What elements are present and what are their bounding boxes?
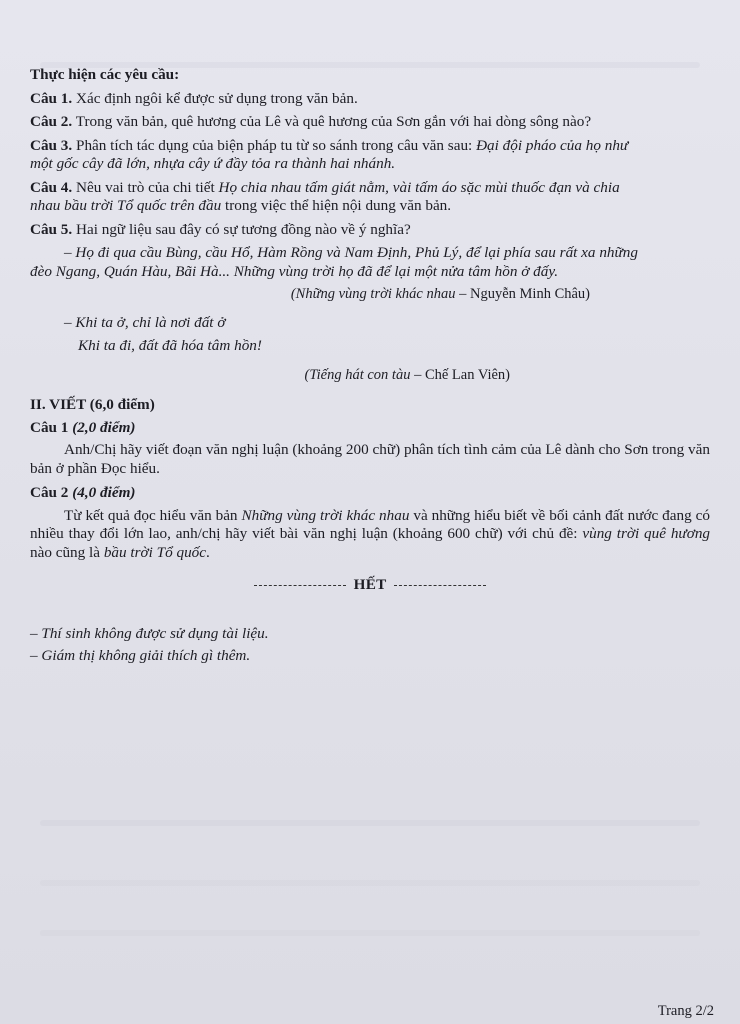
question-label: Câu 2. <box>30 113 73 130</box>
question-5 <box>30 221 710 240</box>
dash-rule <box>254 585 346 586</box>
bleed-through-line <box>40 930 700 936</box>
question-3 <box>30 137 710 174</box>
question-text: Xác định ngôi kể được sử dụng trong văn bản. <box>76 89 358 107</box>
question-2 <box>30 113 710 132</box>
note-line: – Giám thị không giải thích gì thêm. <box>30 647 251 664</box>
question-label: Câu 1 <box>30 418 69 436</box>
exam-content <box>30 66 710 670</box>
exam-notes <box>30 625 710 666</box>
end-marker <box>30 576 710 595</box>
q2-text: và những hiểu biết về bối cảnh đất nước đang có nhiều thay đổi lớn lao, anh/chị hãy viết bài văn nghị luận (khoảng 600 chữ) với chủ đề: <box>30 506 710 542</box>
question-label: Câu 4. <box>30 178 73 196</box>
source-title: (Tiếng hát con tàu <box>304 366 411 383</box>
q2-text: nào cũng là <box>30 543 104 561</box>
writing-question-1-text: Anh/Chị hãy viết đoạn văn nghị luận (khoảng 200 chữ) phân tích tình cảm của Lê dành cho Sơn trong văn bản ở phần Đọc hiểu. <box>30 441 710 477</box>
instructions-heading: Thực hiện các yêu cầu: <box>30 66 180 83</box>
q2-theme: bầu trời Tổ quốc <box>103 543 207 561</box>
page-number: Trang 2/2 <box>657 1003 714 1019</box>
question-text: Trong văn bản, quê hương của Lê và quê hương của Sơn gắn với hai dòng sông nào? <box>75 113 592 130</box>
poem-line: – Khi ta ở, chỉ là nơi đất ở <box>64 313 226 331</box>
question-label: Câu 2 <box>30 484 69 501</box>
writing-question-1-title <box>30 419 710 438</box>
source-title: (Những vùng trời khác nhau <box>290 286 456 302</box>
question-text-cont: trong việc thể hiện nội dung văn bản. <box>221 197 452 214</box>
quote-excerpt-2 <box>30 314 710 356</box>
q2-title: Những vùng trời khác nhau <box>241 506 410 524</box>
note-line: – Thí sinh không được sử dụng tài liệu. <box>30 624 269 642</box>
poem-line: Khi ta đi, đất đã hóa tâm hồn! <box>78 337 262 354</box>
dash-rule <box>394 585 486 586</box>
q2-theme: vùng trời quê hương <box>582 525 711 542</box>
quote-excerpt-1 <box>30 244 710 304</box>
quote-source <box>30 285 590 304</box>
end-label: HẾT <box>353 576 387 593</box>
quoted-sentence: Đại đội pháo của họ như <box>476 136 629 154</box>
quoted-sentence-cont: một gốc cây đã lớn, nhựa cây ứ đầy tỏa ra thành hai nhánh. <box>30 155 396 172</box>
source-author: – Chế Lan Viên) <box>410 366 510 383</box>
question-1 <box>30 90 710 109</box>
q2-text: Từ kết quả đọc hiểu văn bản <box>64 506 242 524</box>
question-text: Phân tích tác dụng của biện pháp tu từ so sánh trong câu văn sau: <box>76 136 477 154</box>
question-score: (4,0 điểm) <box>72 484 136 501</box>
question-label: Câu 3. <box>30 136 73 154</box>
source-author: – Nguyễn Minh Châu) <box>455 286 590 302</box>
question-4 <box>30 179 710 216</box>
quote-source <box>30 366 510 385</box>
bleed-through-line <box>40 820 700 826</box>
writing-question-2-text <box>30 507 710 563</box>
question-text: Nêu vai trò của chi tiết <box>76 178 219 196</box>
quote-line: – Họ đi qua cầu Bùng, cầu Hổ, Hàm Rồng và Nam Định, Phủ Lý, để lại phía sau rất xa những <box>64 244 638 261</box>
quote-line: đèo Ngang, Quán Hàu, Bãi Hà... Những vùng trời họ đã để lại một nửa tâm hồn ở đấy. <box>30 262 559 280</box>
question-label: Câu 5. <box>30 220 73 238</box>
question-score: (2,0 điểm) <box>72 418 136 436</box>
bleed-through-line <box>40 880 700 886</box>
question-label: Câu 1. <box>30 89 73 107</box>
quoted-detail-cont: nhau bầu trời Tổ quốc trên đầu <box>30 197 222 214</box>
q2-text: . <box>206 543 210 561</box>
writing-question-2-title <box>30 484 710 503</box>
quoted-detail: Họ chia nhau tấm giát nằm, vài tấm áo sặc mùi thuốc đạn và chia <box>218 178 620 196</box>
section-title: II. VIẾT (6,0 điểm) <box>30 396 155 413</box>
question-text: Hai ngữ liệu sau đây có sự tương đồng nào về ý nghĩa? <box>76 220 411 238</box>
